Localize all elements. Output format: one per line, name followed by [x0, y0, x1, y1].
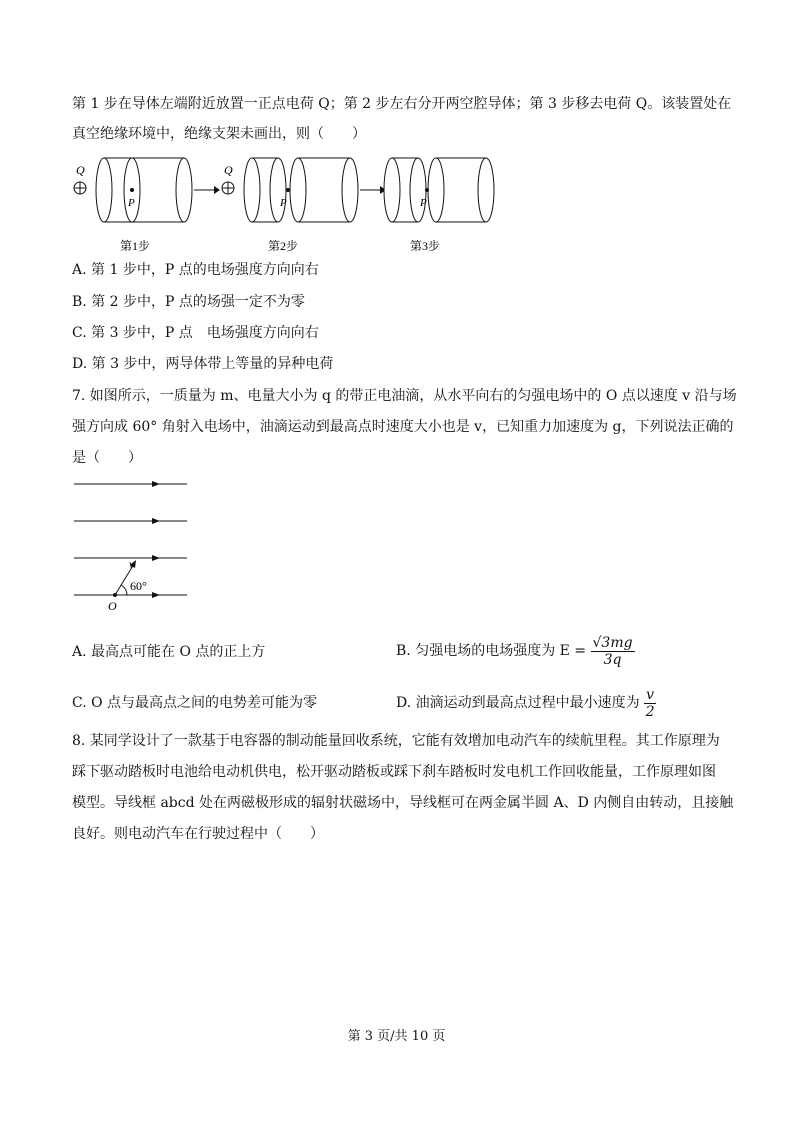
- q7-stem-line1: 7. 如图所示，一质量为 m、电量大小为 q 的带正电油滴，从水平向右的匀强电场中的 O 点以速度 v 沿与场: [72, 388, 737, 404]
- step2-left-cylinder: [244, 158, 286, 222]
- positive-charge-icon: [74, 182, 86, 194]
- step1-label: 第1步: [120, 239, 151, 253]
- point-o: [113, 593, 117, 597]
- q6-option-d: D. 第 3 步中，两导体带上等量的异种电荷: [72, 356, 334, 372]
- positive-charge-icon: [222, 182, 234, 194]
- q7-stem-line2: 强方向成 60° 角射入电场中，油滴运动到最高点时速度大小也是 v，已知重力加速度为 g，下列说法正确的: [72, 419, 734, 435]
- point-p-label-step1: P: [128, 197, 135, 209]
- q6-option-b: B. 第 2 步中，P 点的场强一定不为零: [72, 294, 305, 310]
- fraction-numerator: v: [646, 686, 654, 703]
- q6-option-c: C. 第 3 步中，P 点 电场强度方向向右: [72, 325, 319, 341]
- step2-label: 第2步: [268, 239, 299, 253]
- step3-label: 第3步: [410, 239, 441, 253]
- q7-option-b-text: B. 匀强电场的电场强度为 E =: [396, 643, 587, 659]
- point-p-label-step2: P: [280, 197, 287, 209]
- page-number-footer: 第 3 页/共 10 页: [347, 1029, 446, 1044]
- arrow-icon: [194, 186, 220, 194]
- arrow-icon: [360, 186, 386, 194]
- q6-option-a: A. 第 1 步中，P 点的电场强度方向向右: [72, 262, 319, 278]
- step3-left-cylinder: [384, 158, 426, 222]
- fraction-numerator: √3mg: [592, 634, 633, 651]
- q7-option-d: [396, 680, 656, 726]
- fraction-denominator: 2: [645, 703, 655, 720]
- point-p-step2: [286, 188, 290, 192]
- q8-stem-line4: 良好。则电动汽车在行驶过程中（ ）: [72, 826, 324, 842]
- q6-figure: [68, 150, 508, 260]
- point-p-step3: [425, 188, 429, 192]
- field-line: [74, 481, 187, 487]
- q8-stem-line1: 8. 某同学设计了一款基于电容器的制动能量回收系统，它能有效增加电动汽车的续航里程。其工作原理为: [72, 733, 720, 749]
- charge-q-label-step1: Q: [76, 163, 85, 177]
- angle-arc: [121, 585, 127, 595]
- q6-stem-line2: 真空绝缘环境中，绝缘支架未画出，则（ ）: [72, 126, 366, 142]
- origin-label: O: [108, 599, 117, 613]
- step3-right-cylinder: [428, 158, 494, 222]
- angle-label: 60°: [130, 579, 147, 593]
- point-p-label-step3: P: [420, 197, 427, 209]
- q7-option-b-fraction: [591, 635, 635, 668]
- q7-option-c: C. O 点与最高点之间的电势差可能为零: [72, 695, 318, 711]
- q7-option-d-fraction: [644, 687, 656, 720]
- charge-q-label-step2: Q: [224, 163, 233, 177]
- q7-option-d-text: D. 油滴运动到最高点过程中最小速度为: [396, 695, 640, 711]
- q7-stem-line3: 是（ ）: [72, 450, 142, 466]
- q6-stem-line1: 第 1 步在导体左端附近放置一正点电荷 Q；第 2 步左右分开两空腔导体；第 3 步移去电荷 Q。该装置处在: [72, 96, 732, 112]
- field-line: [74, 518, 187, 524]
- step2-right-cylinder: [290, 158, 358, 222]
- q8-stem-line3: 模型。导线框 abcd 处在两磁极形成的辐射状磁场中，导线框可在两金属半圆 A、D 内侧自由转动，且接触: [72, 795, 734, 811]
- velocity-label: v: [129, 557, 135, 571]
- point-p-step1: [130, 188, 134, 192]
- step1-cylinder: [96, 158, 192, 222]
- q7-option-a: A. 最高点可能在 O 点的正上方: [72, 644, 266, 660]
- q8-stem-line2: 踩下驱动踏板时电池给电动机供电，松开驱动踏板或踩下刹车踏板时发电机工作回收能量，工作原理如图: [72, 764, 716, 780]
- q7-option-b: [396, 626, 635, 676]
- fraction-denominator: 3q: [603, 651, 622, 668]
- q7-figure: [72, 474, 202, 614]
